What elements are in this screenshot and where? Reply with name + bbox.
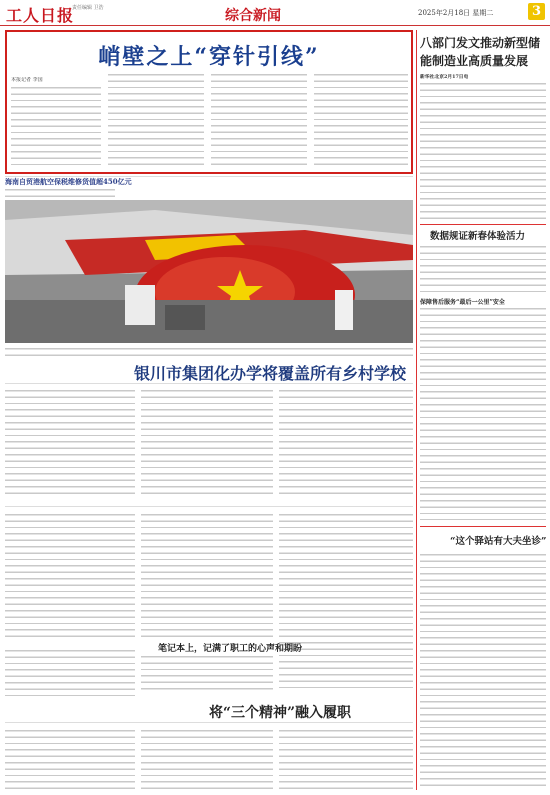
divider — [420, 526, 546, 527]
bottom-headline[interactable]: 将“三个精神”融入履职 — [208, 705, 352, 721]
lead-text-col-3 — [211, 72, 307, 169]
divider — [420, 224, 546, 225]
airplane-engine-photo — [5, 200, 413, 343]
bottom-text-3 — [279, 728, 413, 790]
mid-text-2 — [141, 388, 273, 498]
news-photo — [5, 200, 413, 343]
right-headline[interactable]: 八部门发文推动新型储能制造业高质量发展 — [420, 36, 541, 68]
lead-text-col-1 — [11, 85, 101, 169]
left-headline-1[interactable]: 海南自贸港航空保税维修货值超450亿元 — [5, 177, 132, 186]
lead-text-col-4 — [314, 72, 408, 169]
lower-text-3 — [279, 512, 413, 692]
column-divider — [416, 30, 417, 790]
right-text-1 — [420, 81, 546, 219]
section-title: 综合新闻 — [225, 8, 281, 24]
mid-headline[interactable]: 银川市集团化办学将覆盖所有乡村学校 — [133, 364, 406, 383]
divider — [5, 722, 413, 723]
right-text-3 — [420, 306, 546, 520]
lower-text-1 — [5, 512, 135, 642]
photo-caption — [5, 346, 413, 358]
issue-date: 2025年2月18日 星期二 — [418, 9, 494, 17]
right-text-2 — [420, 244, 546, 294]
mid-text-1 — [5, 388, 135, 498]
page-number: 3 — [528, 3, 545, 20]
lead-text-col-2 — [108, 72, 204, 169]
bottom-text-1 — [5, 728, 135, 790]
right-headline-2[interactable]: 数据规证新春体验活力 — [430, 231, 526, 242]
right-subhead: 保障售后服务“最后一公里”安全 — [420, 299, 505, 306]
mid-text-3 — [279, 388, 413, 498]
note-headline[interactable]: 笔记本上，记满了职工的心声和期盼 — [157, 644, 302, 654]
divider — [5, 383, 413, 384]
lead-article[interactable] — [5, 30, 413, 174]
right-text-4 — [420, 552, 546, 788]
note-text — [141, 654, 273, 694]
bottom-text-2 — [141, 728, 273, 790]
divider — [5, 506, 413, 507]
editor-credit: 责任编辑 卫浩 — [72, 5, 104, 11]
masthead — [0, 0, 550, 26]
lead-byline: 本报记者 李国 — [11, 77, 43, 83]
lower-text-4 — [5, 648, 135, 696]
left-text-1 — [5, 187, 115, 197]
right-headline-3[interactable]: “这个驿站有大夫坐诊” — [450, 536, 547, 547]
lead-headline[interactable]: 峭壁之上“穿针引线” — [98, 44, 320, 70]
newspaper-logo: 工人日报 — [6, 6, 75, 25]
right-byline: 新华社北京2月17日电 — [420, 74, 469, 80]
lower-text-2 — [141, 512, 273, 638]
